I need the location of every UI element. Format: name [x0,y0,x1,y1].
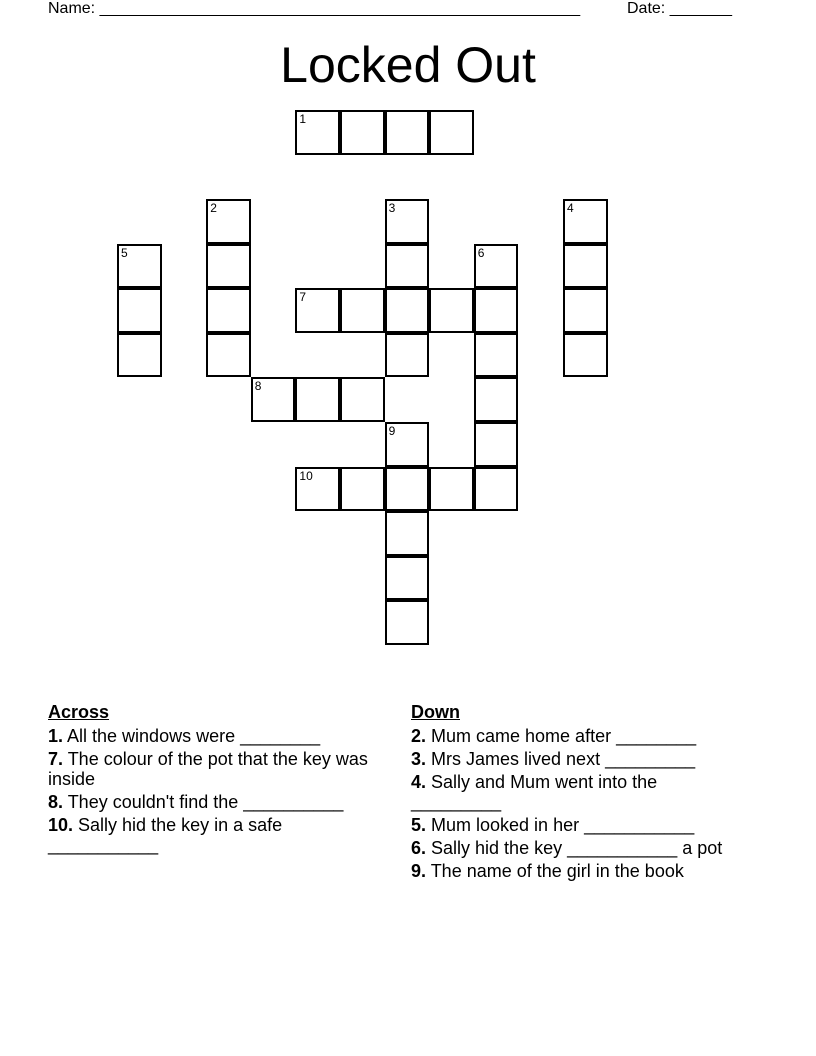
clue-text: Sally hid the key ___________ a pot [426,838,723,858]
crossword-cell[interactable] [563,244,608,289]
crossword-cell[interactable] [385,199,430,244]
clue-number-label: 8. [48,792,64,812]
crossword-cell[interactable] [117,288,162,333]
crossword-cell[interactable] [474,288,519,333]
crossword-cell[interactable] [206,199,251,244]
down-clue [411,772,739,812]
crossword-cell[interactable] [295,377,340,422]
down-clue [411,815,739,835]
clue-text: The colour of the pot that the key was inside [48,749,368,789]
crossword-cell[interactable] [563,333,608,378]
down-clue [411,861,739,881]
clue-text: Sally hid the key in a safe ___________ [48,815,283,855]
across-clue [48,815,378,855]
name-field[interactable]: Name: ______________________________________________________ [48,0,581,17]
crossword-cell[interactable] [474,467,519,512]
clue-text: Mum looked in her ___________ [426,815,695,835]
crossword-cell[interactable] [385,288,430,333]
clue-number: 5 [121,245,128,260]
clue-number: 7 [299,290,307,305]
crossword-cell[interactable] [117,333,162,378]
clue-number: 2 [210,201,217,215]
clue-text: Mrs James lived next _________ [426,749,696,769]
across-clue [48,749,378,789]
crossword-cell[interactable] [385,110,430,155]
crossword-cell[interactable] [340,288,385,333]
across-clue [48,792,378,812]
crossword-cell[interactable] [474,333,519,378]
clue-number: 1 [299,112,307,126]
crossword-cell[interactable] [251,377,296,422]
crossword-cell[interactable] [563,199,608,244]
across-clue [48,726,378,746]
crossword-cell[interactable] [206,333,251,378]
clue-number-label: 9. [411,861,427,881]
crossword-cell[interactable] [340,377,385,422]
clue-number-label: 4. [411,772,427,792]
crossword-cell[interactable] [295,467,340,512]
crossword-cell[interactable] [295,110,340,155]
down-clue [411,726,739,746]
down-clues [411,702,739,884]
clue-number-label: 5. [411,815,427,835]
crossword-cell[interactable] [385,467,430,512]
clue-text: Mum came home after ________ [426,726,697,746]
crossword-cell[interactable] [385,422,430,467]
clue-number: 4 [567,201,574,215]
clue-text: They couldn't find the __________ [63,792,344,812]
crossword-cell[interactable] [474,244,519,289]
crossword-cell[interactable] [295,288,340,333]
crossword-cell[interactable] [385,244,430,289]
page-title: Locked Out [280,37,536,93]
clue-number-label: 10. [48,815,74,835]
crossword-cell[interactable] [340,110,385,155]
clue-number-label: 2. [411,726,427,746]
clue-number: 6 [477,245,485,260]
crossword-cell[interactable] [385,600,430,645]
crossword-cell[interactable] [340,467,385,512]
clue-number-label: 7. [48,749,64,769]
crossword-cell[interactable] [429,110,474,155]
crossword-cell[interactable] [429,288,474,333]
date-field[interactable]: Date: _______ [627,0,732,17]
crossword-cell[interactable] [563,288,608,333]
crossword-cell[interactable] [474,422,519,467]
across-clue-list [48,726,378,855]
crossword-cell[interactable] [385,333,430,378]
clue-number-label: 6. [411,838,427,858]
down-clue [411,838,739,858]
clue-text: The name of the girl in the book [426,861,684,881]
crossword-cell[interactable] [385,556,430,601]
clue-number: 3 [388,201,396,215]
clue-number-label: 3. [411,749,427,769]
crossword-cell[interactable] [385,511,430,556]
crossword-cell[interactable] [206,244,251,289]
across-heading: Across [48,702,110,722]
crossword-cell[interactable] [429,467,474,512]
clue-number-label: 1. [48,726,64,746]
clue-text: Sally and Mum went into the _________ [411,772,658,812]
down-clue-list [411,726,739,881]
clue-number: 8 [254,379,262,394]
down-heading: Down [411,702,460,722]
clue-text: All the windows were ________ [63,726,321,746]
crossword-cell[interactable] [206,288,251,333]
crossword-cell[interactable] [117,244,162,289]
down-clue [411,749,739,769]
clue-number: 10 [299,468,313,483]
crossword-cell[interactable] [474,377,519,422]
clue-number: 9 [388,424,396,438]
across-clues [48,702,378,858]
